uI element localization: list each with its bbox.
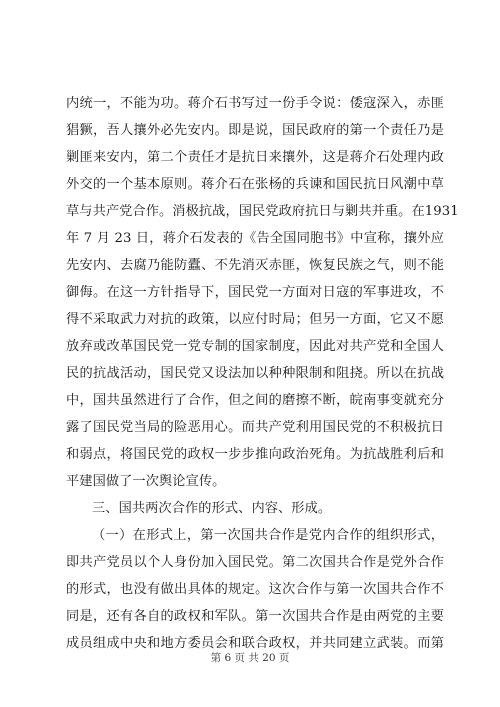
text-line: 御侮。在这一方针指导下，国民党一方面对日寇的军事进攻，不 [66, 285, 444, 300]
text-line: 的形式，也没有做出具体的规定。这次合作与第一次国共合作不 [66, 582, 444, 597]
text-line: 成员组成中央和地方委员会和联合政权，并共同建立武装。而第 [66, 636, 444, 651]
text-line: 得不采取武力对抗的政策，以应付时局；但另一方面，它又不愿 [66, 312, 444, 327]
text-line: 猖獗，吾人攘外必先安内。即是说，国民政府的第一个责任乃是 [66, 123, 444, 138]
text-line: 剿匪来安内，第二个责任才是抗日来攘外，这是蒋介石处理内政 [66, 150, 444, 165]
text-line: 即共产党员以个人身份加入国民党。第二次国共合作是党外合作 [66, 555, 444, 570]
text-line: 草与共产党合作。消极抗战，国民党政府抗日与剿共并重。在1931 [66, 204, 459, 219]
text-line: 放弃或改革国民党一党专制的国家制度，因此对共产党和全国人 [66, 339, 444, 354]
text-line: 外交的一个基本原则。蒋介石在张杨的兵谏和国民抗日风潮中草 [66, 177, 444, 192]
text-line: 同是，还有各自的政权和军队。第一次国共合作是由两党的主要 [66, 609, 444, 624]
text-line: 中，国共虽然进行了合作，但之间的磨擦不断，皖南事变就充分 [66, 393, 444, 408]
text-line: 三、国共两次合作的形式、内容、形成。 [92, 501, 332, 516]
text-line: （一）在形式上，第一次国共合作是党内合作的组织形式， [92, 528, 444, 543]
body-text [66, 90, 459, 657]
text-line: 平建国做了一次舆论宣传。 [66, 474, 226, 489]
text-line: 露了国民党当局的险恶用心。而共产党利用国民党的不积极抗日 [66, 420, 444, 435]
text-line: 民的抗战活动，国民党又设法加以种种限制和阻挠。所以在抗战 [66, 366, 444, 381]
page-footer: 第 6 页 共 20 页 [210, 652, 290, 664]
text-line: 内统一，不能为功。蒋介石书写过一份手令说：倭寇深入，赤匪 [66, 96, 444, 111]
text-line: 先安内、去腐乃能防蠹、不先消灭赤匪，恢复民族之气，则不能 [66, 258, 444, 273]
text-line: 年 7 月 23 日，蒋介石发表的《告全国同胞书》中宣称，攘外应 [66, 231, 444, 246]
text-line: 和弱点，将国民党的政权一步步推向政治死角。为抗战胜利后和 [66, 447, 444, 462]
